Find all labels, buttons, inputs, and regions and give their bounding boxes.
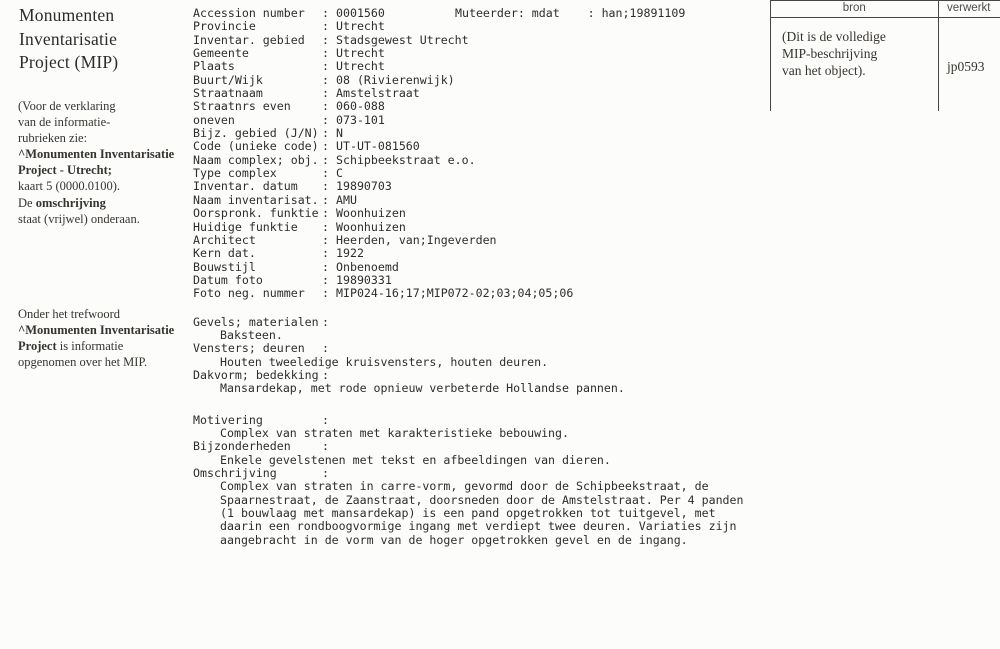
- field-colon: :: [322, 219, 329, 234]
- field-colon: :: [322, 286, 329, 301]
- field-value: N: [336, 126, 343, 141]
- page-title-line: Project (MIP): [19, 52, 119, 73]
- field-row: [193, 60, 813, 73]
- note-line: kaart 5 (0000.0100).: [18, 179, 121, 194]
- note-line: van de informatie-: [18, 115, 111, 130]
- field-colon: :: [322, 152, 329, 167]
- field-label: Plaats: [193, 59, 235, 74]
- field-colon: :: [322, 272, 329, 287]
- field-value: Woonhuizen: [336, 219, 406, 234]
- bron-text-line: MIP-beschrijving: [782, 46, 878, 61]
- field-label: Huidige funktie: [193, 219, 298, 234]
- field-value: 060-088: [336, 99, 385, 114]
- field-value: 0001560: [336, 6, 385, 20]
- field-colon: :: [322, 192, 329, 207]
- field-row: [193, 140, 813, 153]
- section-header-motivering: [193, 414, 813, 427]
- field-label: Bijz. gebied (J/N): [193, 126, 319, 141]
- spacer: [193, 396, 813, 414]
- field-colon: :: [322, 112, 329, 127]
- field-colon: :: [322, 32, 329, 47]
- field-label: Architect: [193, 232, 256, 247]
- section-header-vensters: [193, 342, 813, 355]
- bron-cell: [782, 28, 932, 79]
- field-label: Gemeente: [193, 46, 249, 61]
- field-colon: :: [322, 232, 329, 247]
- section-text: Baksteen.: [220, 327, 283, 342]
- field-colon: :: [322, 246, 329, 261]
- field-colon: :: [322, 139, 329, 154]
- field-value: MIP024-16;17;MIP072-02;03;04;05;06: [336, 286, 574, 301]
- field-colon: :: [322, 19, 329, 34]
- field-value: Woonhuizen: [336, 206, 406, 221]
- field-row: [193, 47, 813, 60]
- field-label: Straatnaam: [193, 86, 263, 101]
- field-value: AMU: [336, 192, 357, 207]
- column-divider: [938, 1, 940, 111]
- section-header-bijzonderheden: [193, 440, 813, 453]
- field-colon: :: [322, 206, 329, 221]
- section-colon: :: [322, 412, 329, 427]
- source-box: [770, 0, 1000, 111]
- section-text: daarin een rondboogvormige ingang met verdiept twee deuren. Variaties zijn: [220, 519, 737, 534]
- section-label: Omschrijving: [193, 466, 277, 480]
- field-row: [193, 114, 813, 127]
- field-value: 1922: [336, 246, 364, 261]
- field-label: Buurt/Wijk: [193, 72, 263, 87]
- field-colon: :: [322, 99, 329, 114]
- note-line: [18, 338, 198, 354]
- field-value: Onbenoemd: [336, 259, 399, 274]
- sidebar-note-trefwoord: [18, 306, 198, 370]
- sidebar-note-omschrijving: [18, 195, 198, 227]
- section-colon: :: [322, 314, 329, 329]
- field-row: [193, 74, 813, 87]
- note-line-bold: ^Monumenten Inventarisatie: [18, 323, 175, 338]
- note-line: rubrieken zie:: [18, 131, 88, 146]
- field-colon: :: [322, 126, 329, 141]
- note-line: [18, 195, 198, 211]
- verwerkt-cell: jp0593: [947, 59, 985, 74]
- field-value: Amstelstraat: [336, 86, 420, 101]
- record-body: [193, 7, 813, 547]
- field-value: 19890703: [336, 179, 392, 194]
- field-label: Inventar. datum: [193, 179, 298, 194]
- bron-text-line: (Dit is de volledige: [782, 29, 886, 44]
- note-line: Onder het trefwoord: [18, 307, 121, 321]
- field-label: Bouwstijl: [193, 259, 256, 274]
- note-line-bold: Project - Utrecht;: [18, 163, 112, 178]
- note-text-bold: omschrijving: [35, 196, 106, 210]
- field-label: Provincie: [193, 19, 256, 34]
- field-row: [193, 221, 813, 234]
- field-colon: :: [322, 179, 329, 194]
- field-colon: :: [322, 259, 329, 274]
- field-label: Naam complex; obj.: [193, 152, 319, 167]
- verwerkt-column-header: verwerkt: [947, 2, 991, 14]
- section-colon: :: [322, 341, 329, 356]
- field-label: Inventar. gebied: [193, 32, 305, 47]
- field-row: [193, 287, 813, 300]
- field-row: [193, 100, 813, 113]
- section-text: Complex van straten met karakteristieke bebouwing.: [220, 425, 570, 440]
- note-text-bold: Project: [18, 339, 57, 354]
- note-line-bold: ^Monumenten Inventarisatie: [18, 147, 175, 162]
- field-row: [193, 87, 813, 100]
- field-label: Datum foto: [193, 272, 263, 287]
- section-text: Mansardekap, met rode opnieuw verbeterde Hollandse pannen.: [220, 381, 625, 396]
- section-colon: :: [322, 466, 329, 480]
- field-value: 08 (Rivierenwijk): [336, 72, 455, 87]
- field-value: Utrecht: [336, 19, 385, 34]
- section-label: Bijzonderheden: [193, 439, 291, 454]
- section-label: Dakvorm; bedekking: [193, 367, 319, 382]
- field-value: Utrecht: [336, 46, 385, 61]
- field-value: 19890331: [336, 272, 392, 287]
- field-colon: :: [322, 166, 329, 181]
- section-label: Gevels; materialen: [193, 314, 319, 329]
- field-label: Code (unieke code): [193, 139, 319, 154]
- note-line: (Voor de verklaring: [18, 99, 116, 113]
- field-value: Heerden, van;Ingeverden: [336, 232, 497, 247]
- field-value: Utrecht: [336, 59, 385, 74]
- field-label: oneven: [193, 112, 235, 127]
- field-label: Naam inventarisat.: [193, 192, 319, 207]
- field-row: [193, 167, 813, 180]
- field-row: [193, 127, 813, 140]
- field-colon: :: [322, 59, 329, 74]
- section-label: Vensters; deuren: [193, 341, 305, 356]
- field-label: Foto neg. nummer: [193, 286, 305, 301]
- field-row: [193, 274, 813, 287]
- bron-text-line: van het object).: [782, 63, 866, 78]
- bron-column-header: bron: [842, 2, 866, 14]
- section-colon: :: [322, 439, 329, 454]
- field-label: Accession number: [193, 6, 305, 20]
- field-label: Type complex: [193, 166, 277, 181]
- field-value: 073-101: [336, 112, 385, 127]
- note-text: is informatie: [56, 339, 124, 354]
- section-text: Houten tweeledige kruisvensters, houten deuren.: [220, 354, 549, 369]
- field-label: Oorspronk. funktie: [193, 206, 319, 221]
- section-header-dakvorm: [193, 369, 813, 382]
- field-row: [193, 34, 813, 47]
- field-value: Schipbeekstraat e.o.: [336, 152, 476, 167]
- field-row: [193, 234, 813, 247]
- section-header-omschrijving: [193, 467, 813, 480]
- field-value: C: [336, 166, 343, 181]
- field-row: [193, 207, 813, 220]
- field-colon: :: [322, 46, 329, 61]
- page-title-line: Monumenten: [19, 5, 115, 25]
- section-text: aangebracht in de vorm van de hoger opgetrokken gevel en de ingang.: [220, 532, 688, 547]
- field-value: Stadsgewest Utrecht: [336, 32, 469, 47]
- page-title-line: Inventarisatie: [19, 28, 118, 49]
- field-row: [193, 154, 813, 167]
- section-colon: :: [322, 367, 329, 382]
- note-text: De: [18, 196, 36, 210]
- muteerder-field: Muteerder: mdat : han;19891109: [455, 6, 686, 20]
- section-text: Spaarnestraat, de Zaanstraat, doorsneden door de Amstelstraat. Per 4 panden: [220, 492, 744, 507]
- field-row: [193, 20, 813, 33]
- sidebar-note-verklaring: [18, 98, 198, 195]
- section-label: Motivering: [193, 412, 263, 427]
- field-colon: :: [322, 86, 329, 101]
- field-label: Kern dat.: [193, 246, 256, 261]
- spacer: [193, 301, 813, 316]
- field-row: [193, 261, 813, 274]
- note-line: opgenomen over het MIP.: [18, 355, 148, 370]
- note-line: staat (vrijwel) onderaan.: [18, 212, 140, 227]
- source-box-header: [771, 1, 1000, 18]
- field-value: UT-UT-081560: [336, 139, 420, 154]
- field-label: Straatnrs even: [193, 99, 291, 114]
- page-title: [19, 4, 209, 75]
- field-colon: :: [322, 72, 329, 87]
- section-text: Enkele gevelstenen met tekst en afbeeldingen van dieren.: [220, 452, 611, 467]
- field-row-accession: [193, 7, 813, 20]
- field-row: [193, 194, 813, 207]
- section-header-gevels: [193, 316, 813, 329]
- field-colon: :: [322, 6, 329, 20]
- section-text: (1 bouwlaag met mansardekap) is een pand opgetrokken tot tuitgevel, met: [220, 506, 716, 521]
- field-row: [193, 180, 813, 193]
- section-text: Complex van straten in carre-vorm, gevormd door de Schipbeekstraat, de: [220, 479, 709, 494]
- field-row: [193, 247, 813, 260]
